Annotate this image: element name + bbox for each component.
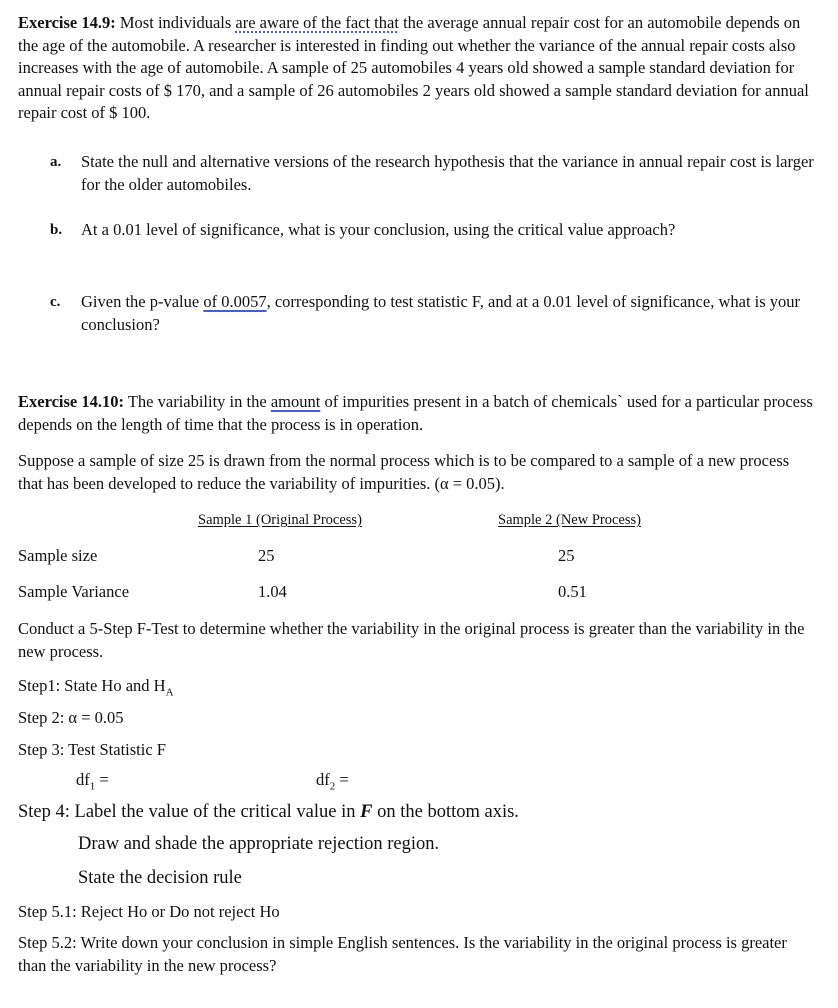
cell-sample-variance-1: 1.04	[258, 582, 287, 601]
grammar-underline: of 0.0057	[203, 292, 267, 311]
conduct-instruction: Conduct a 5-Step F-Test to determine whether the variability in the original process is greater than the variability in the new process.	[18, 619, 805, 661]
df2-label: $df_2$ =	[316, 770, 349, 793]
exercise-14-10-label: Exercise 14.10:	[18, 392, 125, 411]
exercise-14-10-paragraph: Exercise 14.10: The variability in the amount of impurities present in a batch of chemicals` used for a particular process depends on the length of time that the process is in operation.	[18, 392, 813, 434]
cell-sample-variance-2: 0.51	[558, 582, 587, 601]
step-3: Step 3: Test Statistic F	[18, 740, 166, 759]
exercise-14-10-setup: Suppose a sample of size 25 is drawn from the normal process which is to be compared to a sample of a new process that has been developed to reduce the variability of impurities. (α = 0.05).	[18, 451, 790, 493]
row-label-sample-variance: Sample Variance	[18, 582, 130, 601]
question-b-text: At a 0.01 level of significance, what is your conclusion, using the critical value approach?	[81, 220, 676, 239]
step-1: Step1: State Ho and $H_A$	[18, 676, 174, 699]
question-a	[50, 151, 820, 196]
step-4-draw: Draw and shade the appropriate rejection region.	[78, 834, 440, 854]
question-a-label: a.	[50, 154, 62, 170]
step-5-2: Step 5.2: Write down your conclusion in simple English sentences. Is the variability in the original process is greater than the variability in the new process?	[18, 933, 787, 975]
cell-sample-size-1: 25	[258, 546, 275, 565]
step-2: Step 2: α = 0.05	[18, 708, 124, 727]
question-a-text: State the null and alternative versions of the research hypothesis that the variance in annual repair cost is larger for the older automobiles.	[81, 152, 814, 194]
question-c	[50, 291, 820, 336]
question-b	[50, 219, 820, 242]
exercise-14-9-paragraph: Exercise 14.9: Most individuals are aware of the fact that the average annual repair cost for an automobile depends on the age of the automobile. A researcher is interested in finding out whether the variance of the annual repair costs also increases with the age of automobile. A sample of 25 automobiles 4 years old showed a sample standard deviation for annual repair costs of $ 170, and a sample of 26 automobiles 2 years old showed a sample standard deviation for annual repair cost of $ 100.	[18, 13, 809, 122]
df1-label: $df_1$ =	[76, 770, 109, 793]
question-c-label: c.	[50, 294, 61, 310]
question-b-label: b.	[50, 222, 63, 238]
step-4: Step 4: Label the value of the critical value in F on the bottom axis.	[18, 802, 519, 822]
spellcheck-underline: are aware of the fact that	[235, 13, 399, 32]
row-label-sample-size: Sample size	[18, 546, 98, 565]
step-5-1: Step 5.1: Reject Ho or Do not reject Ho	[18, 902, 280, 921]
exercise-14-9-label: Exercise 14.9:	[18, 13, 116, 32]
step-4-decision-rule: State the decision rule	[78, 868, 242, 888]
cell-sample-size-2: 25	[558, 546, 575, 565]
column-header-sample-1: Sample 1 (Original Process)	[198, 512, 362, 528]
grammar-underline: amount	[270, 392, 321, 411]
question-c-text: Given the p-value of 0.0057, corresponding to test statistic F, and at a 0.01 level of significance, what is your conclusion?	[81, 292, 801, 334]
column-header-sample-2: Sample 2 (New Process)	[498, 512, 641, 528]
